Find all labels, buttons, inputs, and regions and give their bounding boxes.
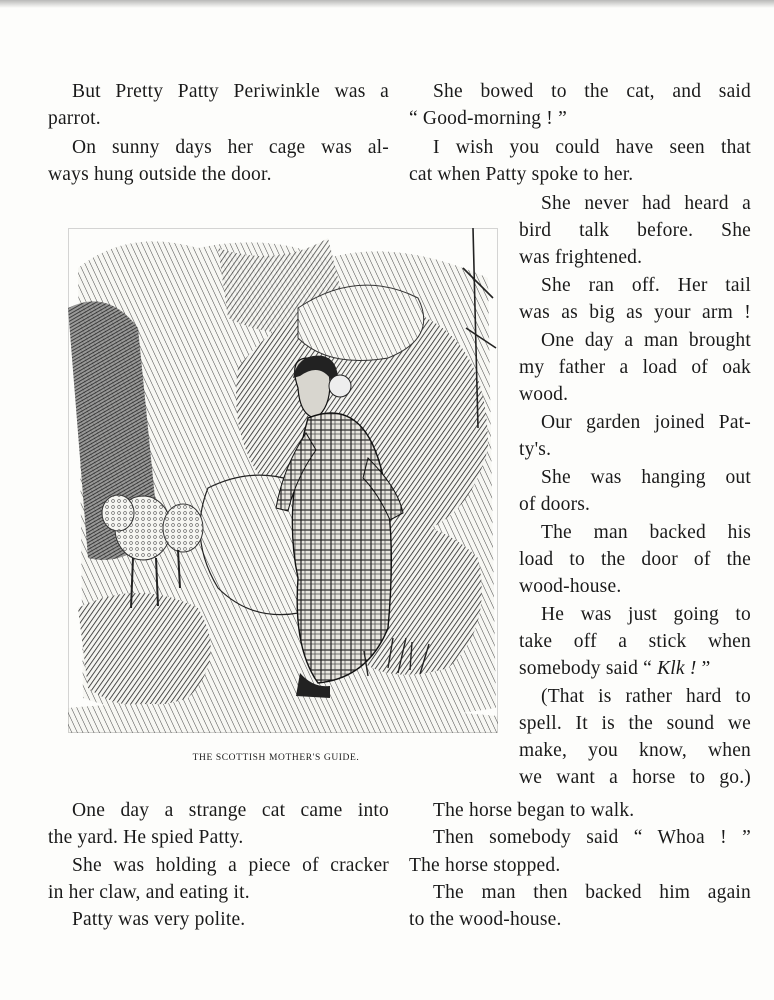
text-line: take off a stick when bbox=[519, 631, 751, 652]
text-line: One day a man brought bbox=[541, 330, 751, 351]
text-line: She was holding a piece of cracker bbox=[72, 855, 389, 876]
text-line: parrot. bbox=[48, 108, 101, 129]
text-line: The horse began to walk. bbox=[433, 800, 635, 821]
scottish-mother-illustration bbox=[68, 228, 498, 733]
text-line: my father a load of oak bbox=[519, 357, 751, 378]
text-line: But Pretty Patty Periwinkle was a bbox=[72, 81, 389, 102]
text-line: ways hung outside the door. bbox=[48, 164, 272, 185]
text-line: the yard. He spied Patty. bbox=[48, 827, 244, 848]
text-line: She ran off. Her tail bbox=[541, 275, 751, 296]
text-line: (That is rather hard to bbox=[541, 686, 751, 707]
text-line: ty's. bbox=[519, 439, 552, 460]
text-line: we want a horse to go.) bbox=[519, 767, 751, 788]
text-line: The man backed his bbox=[541, 522, 751, 543]
text-line: to the wood-house. bbox=[409, 909, 562, 930]
text-fragment: ” bbox=[696, 658, 711, 679]
text-line: She was hanging out bbox=[541, 467, 751, 488]
text-line: bird talk before. She bbox=[519, 220, 751, 241]
text-line: spell. It is the sound we bbox=[519, 713, 751, 734]
text-line: She bowed to the cat, and said bbox=[433, 81, 751, 102]
text-line: load to the door of the bbox=[519, 549, 751, 570]
klk-word: Klk ! bbox=[657, 658, 697, 679]
text-line bbox=[519, 655, 710, 682]
text-line: cat when Patty spoke to her. bbox=[409, 164, 634, 185]
text-line: Our garden joined Pat- bbox=[541, 412, 751, 433]
text-fragment: somebody said “ bbox=[519, 658, 658, 679]
text-line: “ Good-morning ! ” bbox=[409, 108, 567, 129]
text-line: of doors. bbox=[519, 494, 591, 515]
text-line: The man then backed him again bbox=[433, 882, 751, 903]
text-line: wood-house. bbox=[519, 576, 622, 597]
text-line: She never had heard a bbox=[541, 193, 751, 214]
text-line: was as big as your arm ! bbox=[519, 302, 751, 323]
text-line: One day a strange cat came into bbox=[72, 800, 389, 821]
text-line: On sunny days her cage was al- bbox=[72, 137, 389, 158]
text-line: The horse stopped. bbox=[409, 855, 561, 876]
text-line: I wish you could have seen that bbox=[433, 137, 751, 158]
text-line: make, you know, when bbox=[519, 740, 751, 761]
text-line: He was just going to bbox=[541, 604, 751, 625]
text-line: was frightened. bbox=[519, 247, 643, 268]
text-line: wood. bbox=[519, 384, 569, 405]
text-line: Patty was very polite. bbox=[72, 909, 246, 930]
illustration-caption: THE SCOTTISH MOTHER'S GUIDE. bbox=[192, 753, 360, 763]
page-edge-shadow bbox=[0, 0, 774, 8]
text-line: in her claw, and eating it. bbox=[48, 882, 250, 903]
text-line: Then somebody said “ Whoa ! ” bbox=[433, 827, 751, 848]
